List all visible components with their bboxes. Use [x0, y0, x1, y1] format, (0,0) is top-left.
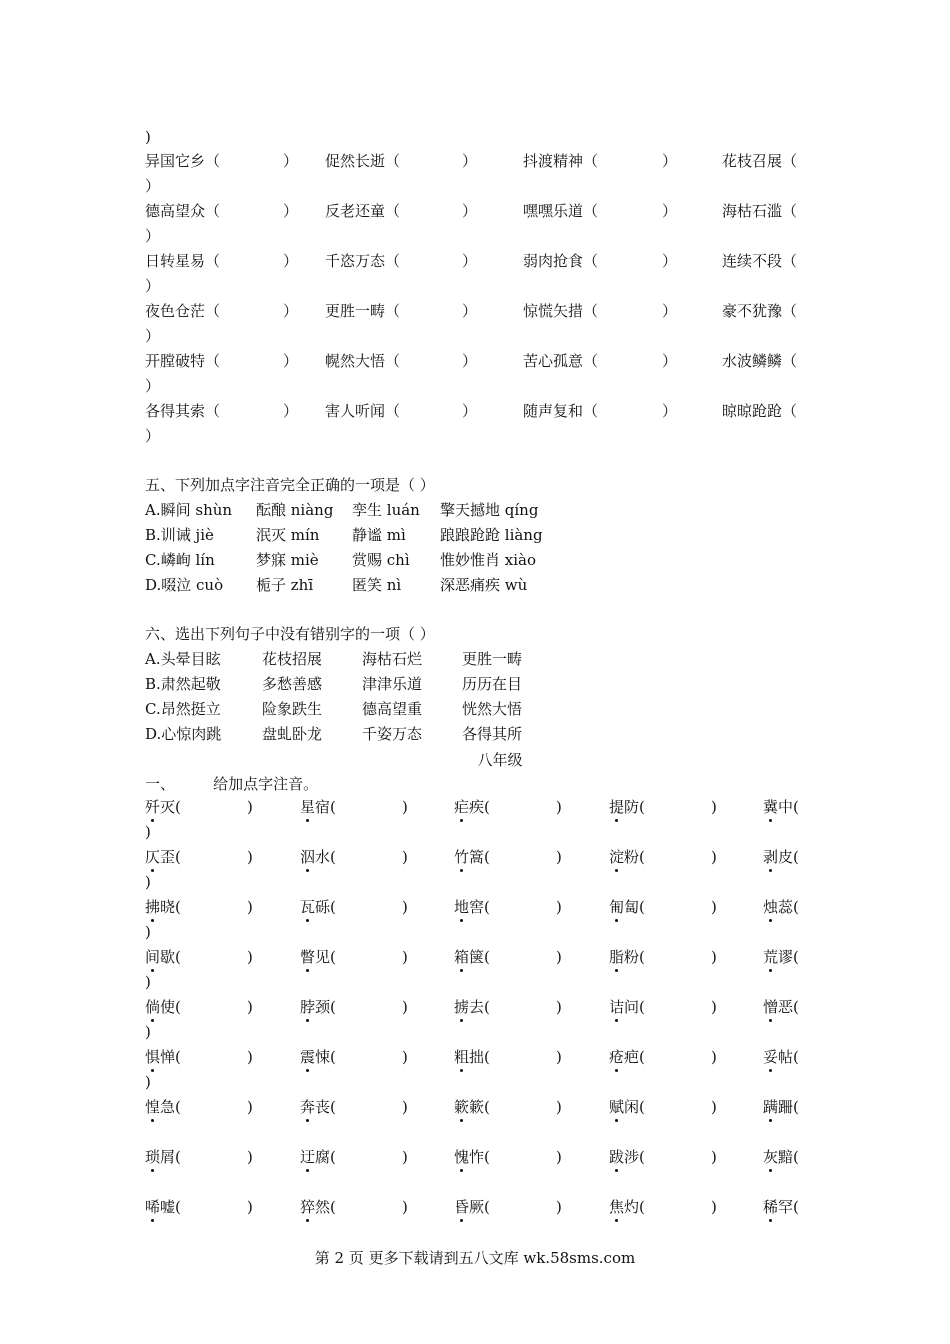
phonetic-item: 迂腐(	[300, 1148, 336, 1166]
phonetic-item: 倘使(	[145, 998, 181, 1016]
emphasis-dot	[460, 1019, 463, 1022]
idiom-item: 海枯石滥（	[722, 202, 798, 220]
idiom-item: 德高望众（	[145, 202, 221, 220]
emphasis-dot	[306, 919, 309, 922]
closing-paren: ）	[283, 402, 299, 420]
closing-paren: )	[145, 1073, 151, 1091]
closing-paren: )	[402, 1048, 408, 1066]
option-item: 恍然大悟	[462, 700, 523, 718]
closing-paren: ）	[662, 152, 678, 170]
closing-paren: )	[402, 998, 408, 1016]
emphasis-dot	[306, 1119, 309, 1122]
closing-paren: ）	[662, 202, 678, 220]
emphasis-dot	[615, 1119, 618, 1122]
emphasis-dot	[460, 869, 463, 872]
emphasis-dot	[306, 819, 309, 822]
closing-paren: )	[402, 1198, 408, 1216]
phonetic-item: 匍匐(	[609, 898, 645, 916]
phonetic-item: 憎恶(	[763, 998, 799, 1016]
option-item: B.训诫 jiè	[145, 526, 214, 544]
closing-paren: )	[711, 1098, 717, 1116]
page-footer: 第 2 页 更多下载请到五八文库 wk.58sms.com	[314, 1249, 636, 1267]
idiom-item: 苦心孤意（	[523, 352, 599, 370]
option-item: 匿笑 nì	[352, 576, 402, 594]
emphasis-dot	[615, 919, 618, 922]
phonetic-item: 惶急(	[145, 1098, 181, 1116]
phonetic-item: 箱箧(	[454, 948, 490, 966]
option-item: 惟妙惟肖 xiào	[440, 551, 536, 569]
closing-paren: ）	[462, 202, 478, 220]
emphasis-dot	[460, 1169, 463, 1172]
emphasis-dot	[306, 1019, 309, 1022]
closing-paren: )	[145, 128, 151, 146]
option-item: A.瞬间 shùn	[145, 501, 233, 519]
phonetic-item: 妥帖(	[763, 1048, 799, 1066]
closing-paren: ）	[462, 402, 478, 420]
option-item: 静谧 mì	[352, 526, 406, 544]
idiom-item: 反老还童（	[325, 202, 401, 220]
closing-paren: )	[402, 798, 408, 816]
phonetic-item: 昏厥(	[454, 1198, 490, 1216]
emphasis-dot	[460, 969, 463, 972]
phonetic-item: 淀粉(	[609, 848, 645, 866]
phonetic-item: 粗拙(	[454, 1048, 490, 1066]
option-item: 德高望重	[362, 700, 423, 718]
option-item: 梦寐 miè	[256, 551, 319, 569]
idiom-item: 晾晾跄跄（	[722, 402, 798, 420]
option-item: 津津乐道	[362, 675, 423, 693]
emphasis-dot	[306, 869, 309, 872]
emphasis-dot	[615, 1069, 618, 1072]
option-item: 盘虬卧龙	[262, 725, 323, 743]
idiom-item: 随声复和（	[523, 402, 599, 420]
emphasis-dot	[151, 1119, 154, 1122]
closing-paren: ）	[662, 402, 678, 420]
emphasis-dot	[460, 1119, 463, 1122]
phonetic-item: 稀罕(	[763, 1198, 799, 1216]
closing-paren: )	[145, 873, 151, 891]
emphasis-dot	[615, 869, 618, 872]
closing-paren: ）	[462, 352, 478, 370]
closing-paren: )	[247, 1098, 253, 1116]
closing-paren: ）	[462, 252, 478, 270]
emphasis-dot	[769, 869, 772, 872]
closing-paren: ）	[283, 152, 299, 170]
option-item: 海枯石烂	[362, 650, 423, 668]
option-item: 更胜一畴	[462, 650, 523, 668]
closing-paren: ）	[145, 377, 161, 395]
closing-paren: ）	[145, 177, 161, 195]
option-item: 泯灭 mín	[256, 526, 320, 544]
emphasis-dot	[151, 1169, 154, 1172]
emphasis-dot	[151, 919, 154, 922]
closing-paren: ）	[283, 352, 299, 370]
closing-paren: ）	[662, 252, 678, 270]
phonetic-item: 烛蕊(	[763, 898, 799, 916]
closing-paren: )	[556, 1198, 562, 1216]
closing-paren: ）	[662, 352, 678, 370]
emphasis-dot	[151, 969, 154, 972]
closing-paren: )	[556, 1048, 562, 1066]
phonetic-item: 唏嘘(	[145, 1198, 181, 1216]
emphasis-dot	[306, 1169, 309, 1172]
phonetic-item: 拂晓(	[145, 898, 181, 916]
emphasis-dot	[769, 1219, 772, 1222]
phonetic-item: 竹篙(	[454, 848, 490, 866]
closing-paren: ）	[145, 327, 161, 345]
section-1-title: 一、 给加点字注音。	[145, 775, 319, 793]
idiom-item: 异国它乡（	[145, 152, 221, 170]
phonetic-item: 瞥见(	[300, 948, 336, 966]
closing-paren: )	[145, 973, 151, 991]
closing-paren: )	[247, 848, 253, 866]
closing-paren: ）	[283, 302, 299, 320]
phonetic-item: 赋闲(	[609, 1098, 645, 1116]
idiom-item: 抖渡精神（	[523, 152, 599, 170]
closing-paren: )	[711, 948, 717, 966]
emphasis-dot	[460, 1069, 463, 1072]
closing-paren: )	[711, 848, 717, 866]
idiom-item: 嘿嘿乐道（	[523, 202, 599, 220]
phonetic-item: 剥皮(	[763, 848, 799, 866]
phonetic-item: 震悚(	[300, 1048, 336, 1066]
option-item: D.心惊肉跳	[145, 725, 222, 743]
idiom-item: 各得其索（	[145, 402, 221, 420]
emphasis-dot	[615, 1169, 618, 1172]
phonetic-item: 脖颈(	[300, 998, 336, 1016]
phonetic-item: 跋涉(	[609, 1148, 645, 1166]
option-item: 酝酿 niàng	[256, 501, 334, 519]
closing-paren: )	[556, 998, 562, 1016]
emphasis-dot	[151, 819, 154, 822]
idiom-item: 幌然大悟（	[325, 352, 401, 370]
phonetic-item: 疮疤(	[609, 1048, 645, 1066]
closing-paren: )	[711, 998, 717, 1016]
phonetic-item: 蹒跚(	[763, 1098, 799, 1116]
emphasis-dot	[769, 1069, 772, 1072]
idiom-item: 豪不犹豫（	[722, 302, 798, 320]
idiom-item: 害人听闻（	[325, 402, 401, 420]
closing-paren: )	[556, 1098, 562, 1116]
closing-paren: )	[556, 798, 562, 816]
emphasis-dot	[306, 1069, 309, 1072]
idiom-item: 花枝召展（	[722, 152, 798, 170]
idiom-item: 弱肉抢食（	[523, 252, 599, 270]
emphasis-dot	[306, 969, 309, 972]
emphasis-dot	[460, 819, 463, 822]
emphasis-dot	[151, 869, 154, 872]
phonetic-item: 奔丧(	[300, 1098, 336, 1116]
emphasis-dot	[306, 1219, 309, 1222]
closing-paren: )	[145, 823, 151, 841]
option-item: 赏赐 chì	[352, 551, 410, 569]
phonetic-item: 簌簌(	[454, 1098, 490, 1116]
emphasis-dot	[615, 969, 618, 972]
emphasis-dot	[151, 1219, 154, 1222]
closing-paren: )	[711, 798, 717, 816]
idiom-item: 促然长逝（	[325, 152, 401, 170]
phonetic-item: 间歇(	[145, 948, 181, 966]
option-item: C.嶙峋 lín	[145, 551, 215, 569]
emphasis-dot	[769, 1119, 772, 1122]
phonetic-item: 惧惮(	[145, 1048, 181, 1066]
closing-paren: )	[556, 898, 562, 916]
option-item: 深恶痛疾 wù	[440, 576, 528, 594]
emphasis-dot	[615, 1019, 618, 1022]
closing-paren: )	[556, 1148, 562, 1166]
idiom-item: 开膛破特（	[145, 352, 221, 370]
closing-paren: )	[247, 1198, 253, 1216]
phonetic-item: 焦灼(	[609, 1198, 645, 1216]
idiom-item: 连续不段（	[722, 252, 798, 270]
emphasis-dot	[460, 919, 463, 922]
option-item: 险象跌生	[262, 700, 323, 718]
closing-paren: )	[247, 1048, 253, 1066]
idiom-item: 千恣万态（	[325, 252, 401, 270]
option-item: 各得其所	[462, 725, 523, 743]
option-item: 擎天撼地 qíng	[440, 501, 539, 519]
option-item: 多愁善感	[262, 675, 323, 693]
closing-paren: )	[711, 1198, 717, 1216]
closing-paren: )	[247, 948, 253, 966]
option-item: 栀子 zhī	[256, 576, 314, 594]
closing-paren: )	[145, 923, 151, 941]
phonetic-item: 荒谬(	[763, 948, 799, 966]
emphasis-dot	[769, 969, 772, 972]
phonetic-item: 歼灭(	[145, 798, 181, 816]
phonetic-item: 冀中(	[763, 798, 799, 816]
option-item: 花枝招展	[262, 650, 323, 668]
emphasis-dot	[769, 1169, 772, 1172]
phonetic-item: 猝然(	[300, 1198, 336, 1216]
closing-paren: )	[556, 848, 562, 866]
closing-paren: )	[145, 1023, 151, 1041]
phonetic-item: 脂粉(	[609, 948, 645, 966]
emphasis-dot	[769, 919, 772, 922]
closing-paren: )	[402, 948, 408, 966]
phonetic-item: 星宿(	[300, 798, 336, 816]
idiom-item: 惊慌矢措（	[523, 302, 599, 320]
phonetic-item: 地窖(	[454, 898, 490, 916]
closing-paren: )	[402, 1098, 408, 1116]
option-item: 千姿万态	[362, 725, 423, 743]
closing-paren: )	[556, 948, 562, 966]
emphasis-dot	[769, 1019, 772, 1022]
phonetic-item: 灰黯(	[763, 1148, 799, 1166]
phonetic-item: 泅水(	[300, 848, 336, 866]
closing-paren: ）	[662, 302, 678, 320]
option-item: C.昂然挺立	[145, 700, 221, 718]
emphasis-dot	[615, 1219, 618, 1222]
closing-paren: )	[247, 1148, 253, 1166]
closing-paren: ）	[145, 277, 161, 295]
closing-paren: ）	[283, 252, 299, 270]
idiom-item: 更胜一畴（	[325, 302, 401, 320]
idiom-item: 水波鳞鳞（	[722, 352, 798, 370]
question-6-title: 六、选出下列句子中没有错别字的一项（ ）	[145, 625, 435, 643]
closing-paren: )	[711, 1148, 717, 1166]
closing-paren: )	[402, 898, 408, 916]
option-item: 历历在目	[462, 675, 523, 693]
closing-paren: )	[247, 998, 253, 1016]
closing-paren: ）	[145, 227, 161, 245]
closing-paren: )	[711, 898, 717, 916]
phonetic-item: 仄歪(	[145, 848, 181, 866]
closing-paren: )	[247, 898, 253, 916]
emphasis-dot	[769, 819, 772, 822]
option-item: 孪生 luán	[352, 501, 420, 519]
idiom-item: 夜色仓茫（	[145, 302, 221, 320]
phonetic-item: 提防(	[609, 798, 645, 816]
closing-paren: )	[402, 848, 408, 866]
option-item: 踉踉跄跄 liàng	[440, 526, 543, 544]
phonetic-item: 琐屑(	[145, 1148, 181, 1166]
closing-paren: )	[247, 798, 253, 816]
phonetic-item: 愧怍(	[454, 1148, 490, 1166]
option-item: A.头晕目眩	[145, 650, 221, 668]
grade-heading: 八年级	[477, 751, 523, 769]
emphasis-dot	[615, 819, 618, 822]
phonetic-item: 瓦砾(	[300, 898, 336, 916]
option-item: B.肃然起敬	[145, 675, 221, 693]
closing-paren: )	[402, 1148, 408, 1166]
emphasis-dot	[460, 1219, 463, 1222]
phonetic-item: 诘问(	[609, 998, 645, 1016]
phonetic-item: 掳去(	[454, 998, 490, 1016]
closing-paren: ）	[462, 152, 478, 170]
idiom-item: 日转星易（	[145, 252, 221, 270]
closing-paren: )	[711, 1048, 717, 1066]
closing-paren: ）	[145, 427, 161, 445]
phonetic-item: 疟疾(	[454, 798, 490, 816]
question-5-title: 五、下列加点字注音完全正确的一项是（ ）	[145, 476, 435, 494]
closing-paren: ）	[283, 202, 299, 220]
closing-paren: ）	[462, 302, 478, 320]
emphasis-dot	[151, 1069, 154, 1072]
emphasis-dot	[151, 1019, 154, 1022]
option-item: D.啜泣 cuò	[145, 576, 224, 594]
